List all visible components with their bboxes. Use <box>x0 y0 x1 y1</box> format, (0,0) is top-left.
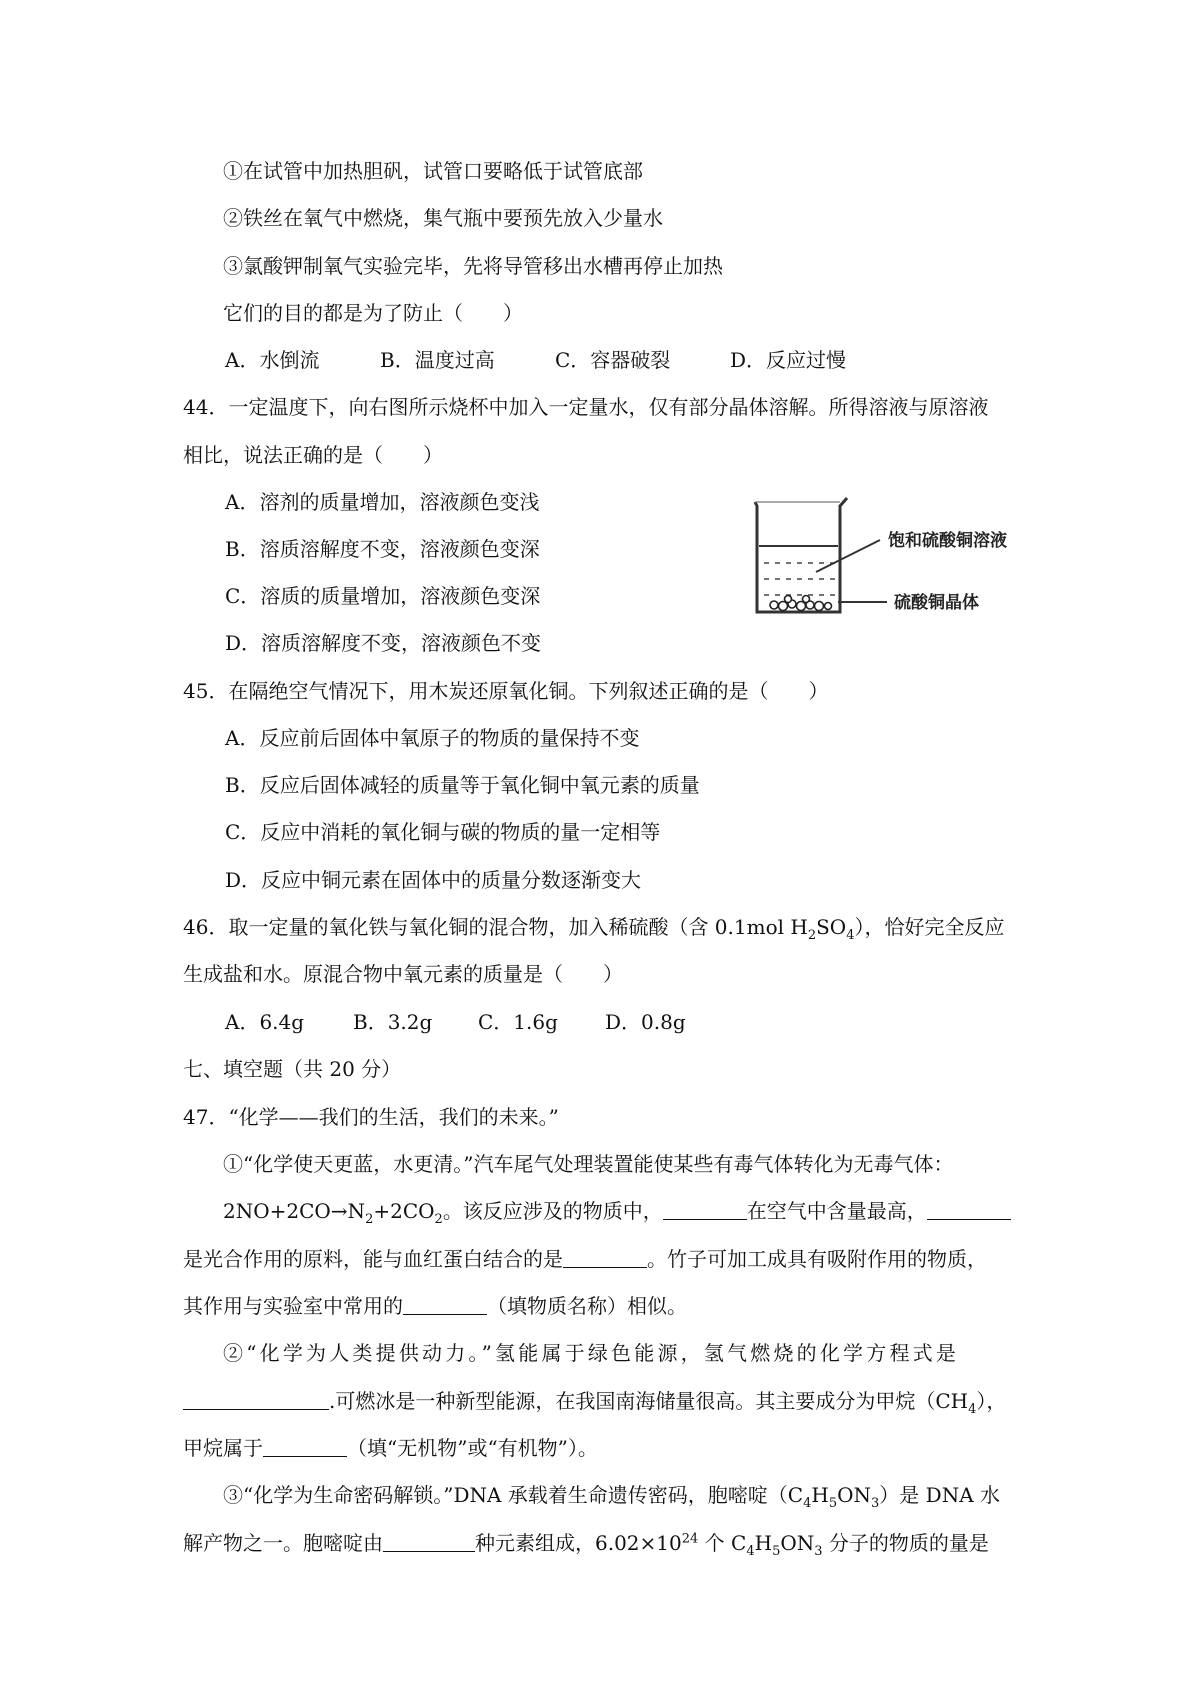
q45-stem: 45．在隔绝空气情况下，用木炭还原氧化铜。下列叙述正确的是（ ） <box>183 679 829 703</box>
q47-p2-line2: .可燃冰是一种新型能源，在我国南海储量很高。其主要成分为甲烷$(CH_4)$， <box>183 1387 1006 1415</box>
q45-option-d: D．反应中铜元素在固体中的质量分数逐渐变大 <box>225 868 642 892</box>
q47-p3-line2: 解产物之一。胞嘧啶由 种元素组成，$6.02\times 10^{24}$ 个 $C_4H_5ON_3$ 分子的物质的量是 <box>183 1531 989 1559</box>
q44-option-c: C．溶质的质量增加，溶液颜色变深 <box>225 584 541 608</box>
blank-5[interactable] <box>183 1389 329 1410</box>
q43-option-a: A．水倒流 <box>225 348 320 372</box>
crystal-pile <box>770 596 832 611</box>
q46-option-d: D．0.8g <box>605 1010 686 1034</box>
solution-leader <box>816 540 880 572</box>
q47-p1-line3: 是光合作用的原料，能与血红蛋白结合的是 。竹子可加工成具有吸附作用的物质， <box>183 1247 987 1271</box>
q47-title: 47．“化学——我们的生活，我们的未来。” <box>183 1105 559 1129</box>
label-solution: 饱和硫酸铜溶液 <box>888 531 1007 551</box>
q45-option-a: A．反应前后固体中氧原子的物质的量保持不变 <box>225 726 640 750</box>
q44-stem-line1: 44．一定温度下，向右图所示烧杯中加入一定量水，仅有部分晶体溶解。所得溶液与原溶液 <box>183 395 989 419</box>
blank-4[interactable] <box>403 1294 487 1315</box>
q43-item-3: ③氯酸钾制氧气实验完毕，先将导管移出水槽再停止加热 <box>223 254 723 278</box>
q46-option-c: C．1.6g <box>478 1010 558 1034</box>
q43-stem: 它们的目的都是为了防止（ ） <box>223 301 523 325</box>
q44-stem-line2: 相比，说法正确的是（ ） <box>183 443 443 467</box>
q45-option-c: C．反应中消耗的氧化铜与碳的物质的量一定相等 <box>225 820 661 844</box>
blank-1[interactable] <box>663 1199 747 1220</box>
q47-p1-line1: ①“化学使天更蓝，水更清。”汽车尾气处理装置能使某些有毒气体转化为无毒气体： <box>223 1152 954 1176</box>
q46-option-a: A．6.4g <box>225 1010 305 1034</box>
label-crystal: 硫酸铜晶体 <box>894 593 979 613</box>
q47-p2-line1: ②“化学为人类提供动力。”氢能属于绿色能源，氢气燃烧的化学方程式是 <box>223 1341 960 1365</box>
blank-3[interactable] <box>563 1247 647 1268</box>
q44-option-d: D．溶质溶解度不变，溶液颜色不变 <box>225 631 542 655</box>
q47-p2-line3: 甲烷属于 （填“无机物”或“有机物”）。 <box>183 1436 598 1460</box>
q43-option-d: D．反应过慢 <box>730 348 847 372</box>
q43-option-b: B．温度过高 <box>380 348 495 372</box>
q46-stem-line1: 46．取一定量的氧化铁与氧化铜的混合物，加入稀硫酸（含 0.1mol $H_2SO_4$），恰好完全反应 <box>183 915 1005 943</box>
q44-option-a: A．溶剂的质量增加，溶液颜色变浅 <box>225 490 540 514</box>
q43-options <box>225 346 846 374</box>
q46-option-b: B．3.2g <box>353 1010 433 1034</box>
q43-item-2: ②铁丝在氧气中燃烧，集气瓶中要预先放入少量水 <box>223 206 663 230</box>
blank-6[interactable] <box>263 1436 347 1457</box>
q47-p1-line2: $2NO+2CO\to N_2+2CO_2$。该反应涉及的物质中， 在空气中含量最高， <box>223 1197 1011 1225</box>
beaker-figure <box>752 490 1052 620</box>
section-title: 七、填空题（共 20 分） <box>183 1057 402 1081</box>
q46-options <box>225 1008 686 1036</box>
q46-stem-line2: 生成盐和水。原混合物中氧元素的质量是（ ） <box>183 962 623 986</box>
q47-p3-line1: ③“化学为生命密码解锁。”DNA 承载着生命遗传密码，胞嘧啶$(C_4H_5ON_3)$是 DNA 水 <box>223 1483 1000 1511</box>
blank-7[interactable] <box>383 1531 475 1552</box>
q47-p1-line4: 其作用与实验室中常用的 （填物质名称）相似。 <box>183 1294 687 1318</box>
q43-option-c: C．容器破裂 <box>555 348 671 372</box>
blank-2[interactable] <box>927 1199 1011 1220</box>
q45-option-b: B．反应后固体减轻的质量等于氧化铜中氧元素的质量 <box>225 773 700 797</box>
q43-item-1: ①在试管中加热胆矾，试管口要略低于试管底部 <box>223 159 643 183</box>
q44-option-b: B．溶质溶解度不变，溶液颜色变深 <box>225 537 540 561</box>
